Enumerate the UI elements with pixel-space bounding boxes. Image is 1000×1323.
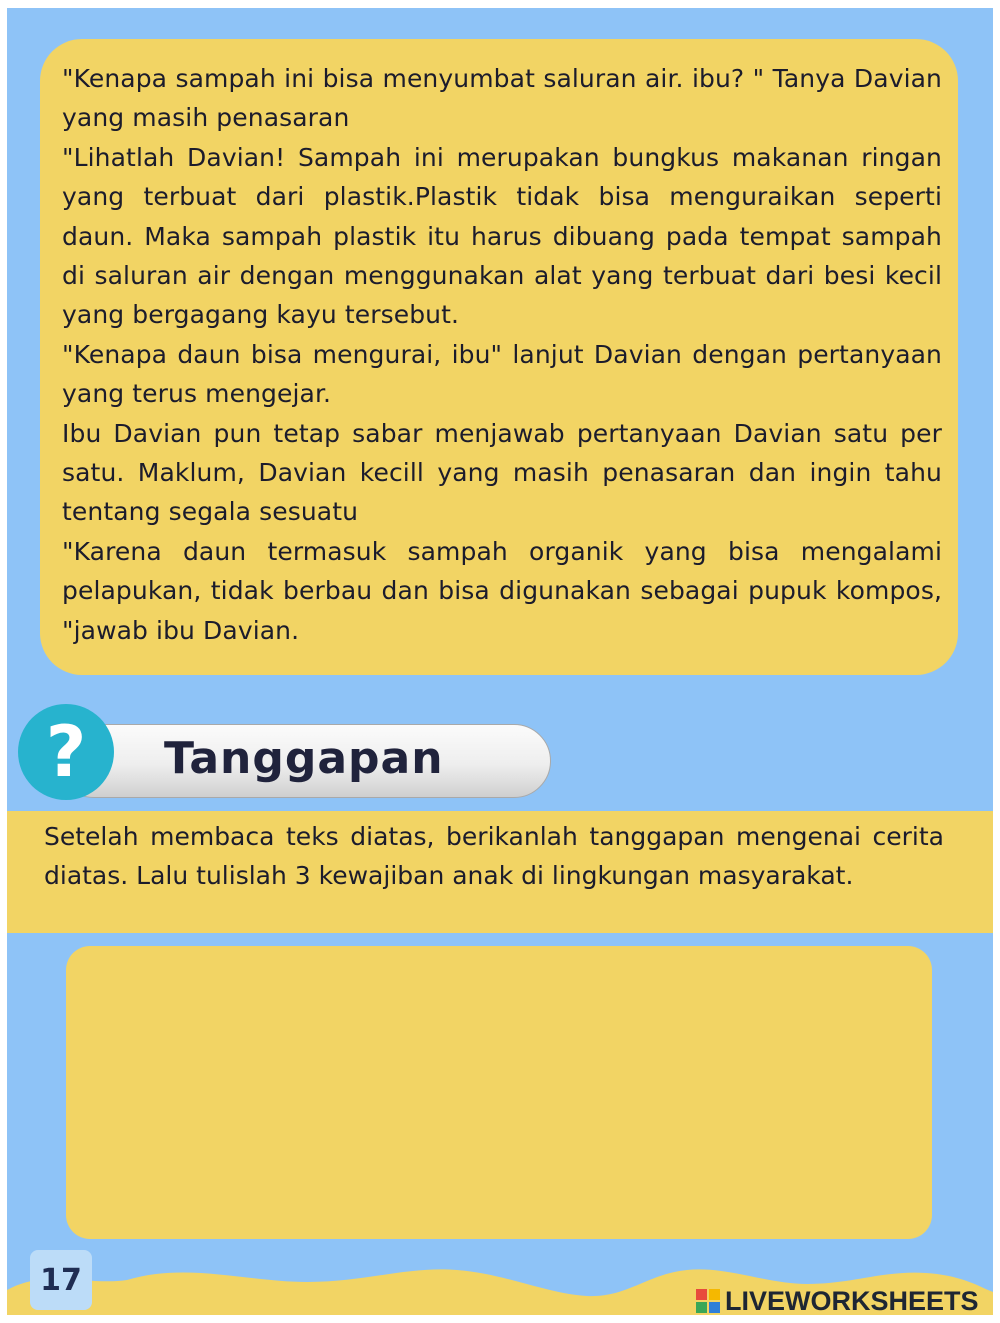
instruction-text: Setelah membaca teks diatas, berikanlah tanggapan mengenai cerita diatas. Lalu tulislah 3 kewajiban anak di lingkungan masyarakat.	[44, 822, 944, 891]
story-paragraph: "Kenapa daun bisa mengurai, ibu" lanjut Davian dengan pertanyaan yang terus mengejar.	[62, 339, 942, 409]
brand-logo	[696, 1286, 979, 1316]
story-box	[40, 39, 958, 675]
answer-input-box[interactable]	[66, 946, 932, 1239]
worksheet-page	[7, 8, 993, 1315]
story-paragraph: "Lihatlah Davian! Sampah ini merupakan bungkus makanan ringan yang terbuat dari plastik.Plastik tidak bisa menguraikan seperti daun. Maka sampah plastik itu harus dibuang pada tempat sampah di saluran air dengan menggunakan alat yang terbuat dari besi kecil yang bergagang kayu tersebut.	[62, 142, 942, 330]
liveworksheets-logo-icon	[696, 1289, 720, 1313]
instruction-band	[7, 811, 993, 933]
story-paragraph: "Kenapa sampah ini bisa menyumbat saluran air. ibu? " Tanya Davian yang masih penasaran	[62, 64, 942, 133]
question-mark-icon: ?	[18, 704, 114, 800]
brand-name: LIVEWORKSHEETS	[725, 1286, 979, 1316]
story-paragraph: "Karena daun termasuk sampah organik yang bisa mengalami pelapukan, tidak berbau dan bisa digunakan sebagai pupuk kompos, "jawab ibu Davian.	[62, 536, 942, 645]
page-number: 17	[30, 1250, 92, 1310]
story-paragraph: Ibu Davian pun tetap sabar menjawab pertanyaan Davian satu per satu. Maklum, Davian kecill yang masih penasaran dan ingin tahu tentang segala sesuatu	[62, 418, 942, 527]
section-title: Tanggapan	[164, 733, 444, 784]
section-header	[57, 724, 551, 798]
story-text	[62, 59, 942, 650]
